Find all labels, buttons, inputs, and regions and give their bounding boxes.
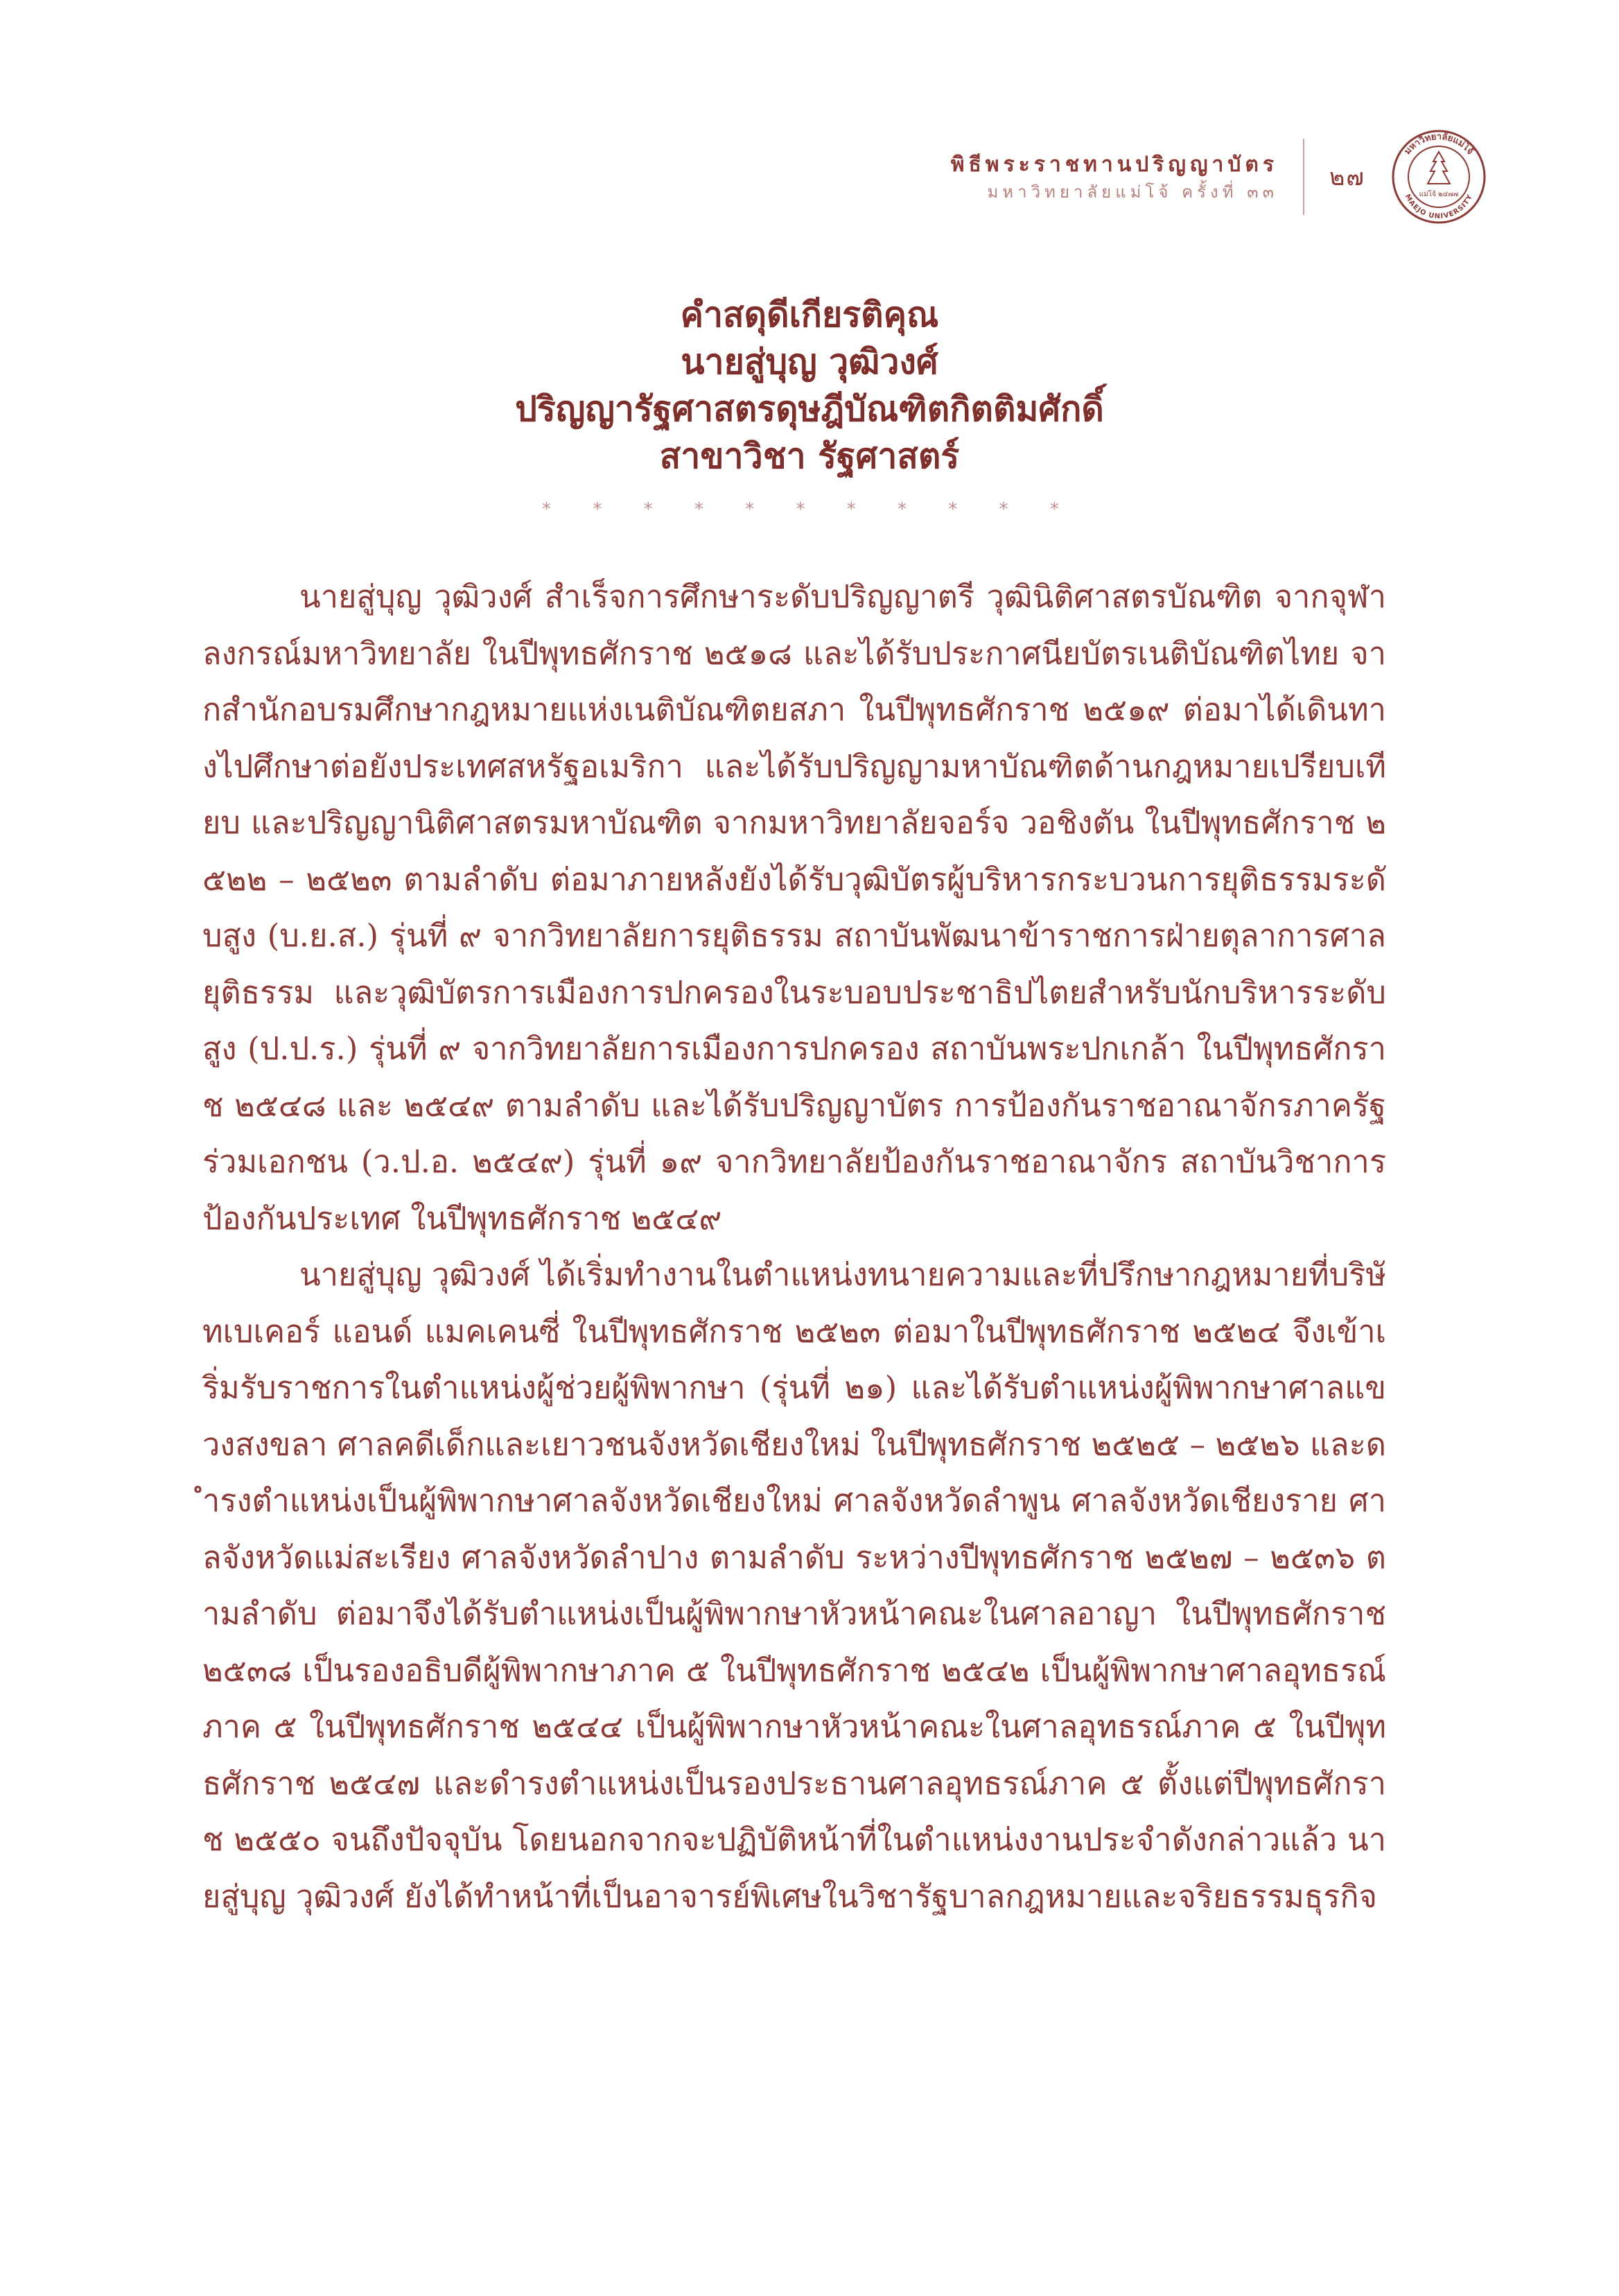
degree-name: ปริญญารัฐศาสตรดุษฎีบัณฑิตกิตติมศักดิ์ [515, 388, 1104, 429]
seal-top-text: มหาวิทยาลัยแม่โจ้ [1402, 131, 1476, 157]
field-of-study: สาขาวิชา รัฐศาสตร์ [659, 435, 960, 476]
citation-body [202, 568, 1386, 1924]
ceremony-title: พิธีพระราชทานปริญญาบัตร [950, 153, 1279, 177]
citation-title-block [0, 291, 1619, 520]
page-header [950, 131, 1487, 221]
education-paragraph: นายสู่บุญ วุฒิวงศ์ สำเร็จการศึกษาระดับปริญญาตรี วุฒินิติศาสตรบัณฑิต จากจุฬาลงกรณ์มหาวิทยาลัย ในปีพุทธศักราช ๒๕๑๘ และได้รับประกาศนียบัตรเนติบัณฑิตไทย จากสำนักอบรมศึกษากฎหมายแห่งเนติบัณฑิตยสภา ในปีพุทธศักราช ๒๕๑๙ ต่อมาได้เดินทางไปศึกษาต่อยังประเทศสหรัฐอเมริกา และได้รับปริญญามหาบัณฑิตด้านกฎหมายเปรียบเทียบ และปริญญานิติศาสตรมหาบัณฑิต จากมหาวิทยาลัยจอร์จ วอชิงตัน ในปีพุทธศักราช ๒๕๒๒ – ๒๕๒๓ ตามลำดับ ต่อมาภายหลังยังได้รับวุฒิบัตรผู้บริหารกระบวนการยุติธรรมระดับสูง (บ.ย.ส.) รุ่นที่ ๙ จากวิทยาลัยการยุติธรรม สถาบันพัฒนาข้าราชการฝ่ายตุลาการศาลยุติธรรม และวุฒิบัตรการเมืองการปกครองในระบอบประชาธิปไตยสำหรับนักบริหารระดับสูง (ป.ป.ร.) รุ่นที่ ๙ จากวิทยาลัยการเมืองการปกครอง สถาบันพระปกเกล้า ในปีพุทธศักราช ๒๕๔๘ และ ๒๕๔๙ ตามลำดับ และได้รับปริญญาบัตร การป้องกันราชอาณาจักรภาครัฐร่วมเอกชน (ว.ป.อ. ๒๕๔๙) รุ่นที่ ๑๙ จากวิทยาลัยป้องกันราชอาณาจักร สถาบันวิชาการป้องกันประเทศ ในปีพุทธศักราช ๒๕๔๙ [202, 578, 1386, 1237]
header-text-block [951, 150, 1303, 204]
citation-heading: คำสดุดีเกียรติคุณ [680, 294, 939, 335]
seal-bottom-text: MAEJO UNIVERSITY [1403, 193, 1475, 221]
career-paragraph: นายสู่บุญ วุฒิวงศ์ ได้เริ่มทำงานในตำแหน่งทนายความและที่ปรึกษากฎหมายที่บริษัทเบเคอร์ แอนด์ แมคเคนซี่ ในปีพุทธศักราช ๒๕๒๓ ต่อมาในปีพุทธศักราช ๒๕๒๔ จึงเข้าเริ่มรับราชการในตำแหน่งผู้ช่วยผู้พิพากษา (รุ่นที่ ๒๑) และได้รับตำแหน่งผู้พิพากษาศาลแขวงสงขลา ศาลคดีเด็กและเยาวชนจังหวัดเชียงใหม่ ในปีพุทธศักราช ๒๕๒๕ – ๒๕๒๖ และดำรงตำแหน่งเป็นผู้พิพากษาศาลจังหวัดเชียงใหม่ ศาลจังหวัดลำพูน ศาลจังหวัดเชียงราย ศาลจังหวัดแม่สะเรียง ศาลจังหวัดลำปาง ตามลำดับ ระหว่างปีพุทธศักราช ๒๕๒๗ – ๒๕๓๖ ตามลำดับ ต่อมาจึงได้รับตำแหน่งเป็นผู้พิพากษาหัวหน้าคณะในศาลอาญา ในปีพุทธศักราช ๒๕๓๘ เป็นรองอธิบดีผู้พิพากษาภาค ๕ ในปีพุทธศักราช ๒๕๔๒ เป็นผู้พิพากษาศาลอุทธรณ์ภาค ๕ ในปีพุทธศักราช ๒๕๔๔ เป็นผู้พิพากษาหัวหน้าคณะในศาลอุทธรณ์ภาค ๕ ในปีพุทธศักราช ๒๕๔๗ และดำรงตำแหน่งเป็นรองประธานศาลอุทธรณ์ภาค ๕ ตั้งแต่ปีพุทธศักราช ๒๕๕๐ จนถึงปัจจุบัน โดยนอกจากจะปฏิบัติหน้าที่ในตำแหน่งงานประจำดังกล่าวแล้ว นายสู่บุญ วุฒิวงศ์ ยังได้ทำหน้าที่เป็นอาจารย์พิเศษในวิชารัฐบาลกฎหมายและจริยธรรมธุรกิจ [202, 1256, 1386, 1915]
honoree-name: นายสู่บุญ วุฒิวงศ์ [681, 341, 938, 382]
page-number: ๒๗ [1329, 164, 1365, 191]
university-seal-icon [1390, 128, 1487, 225]
university-line: มหาวิทยาลัยแม่โจ้ ครั้งที่ ๓๓ [987, 182, 1279, 202]
star-separator: * * * * * * * * * * * [542, 499, 1077, 520]
seal-center-text: แม่โจ้ ๒๔๗๗ [1419, 191, 1459, 198]
